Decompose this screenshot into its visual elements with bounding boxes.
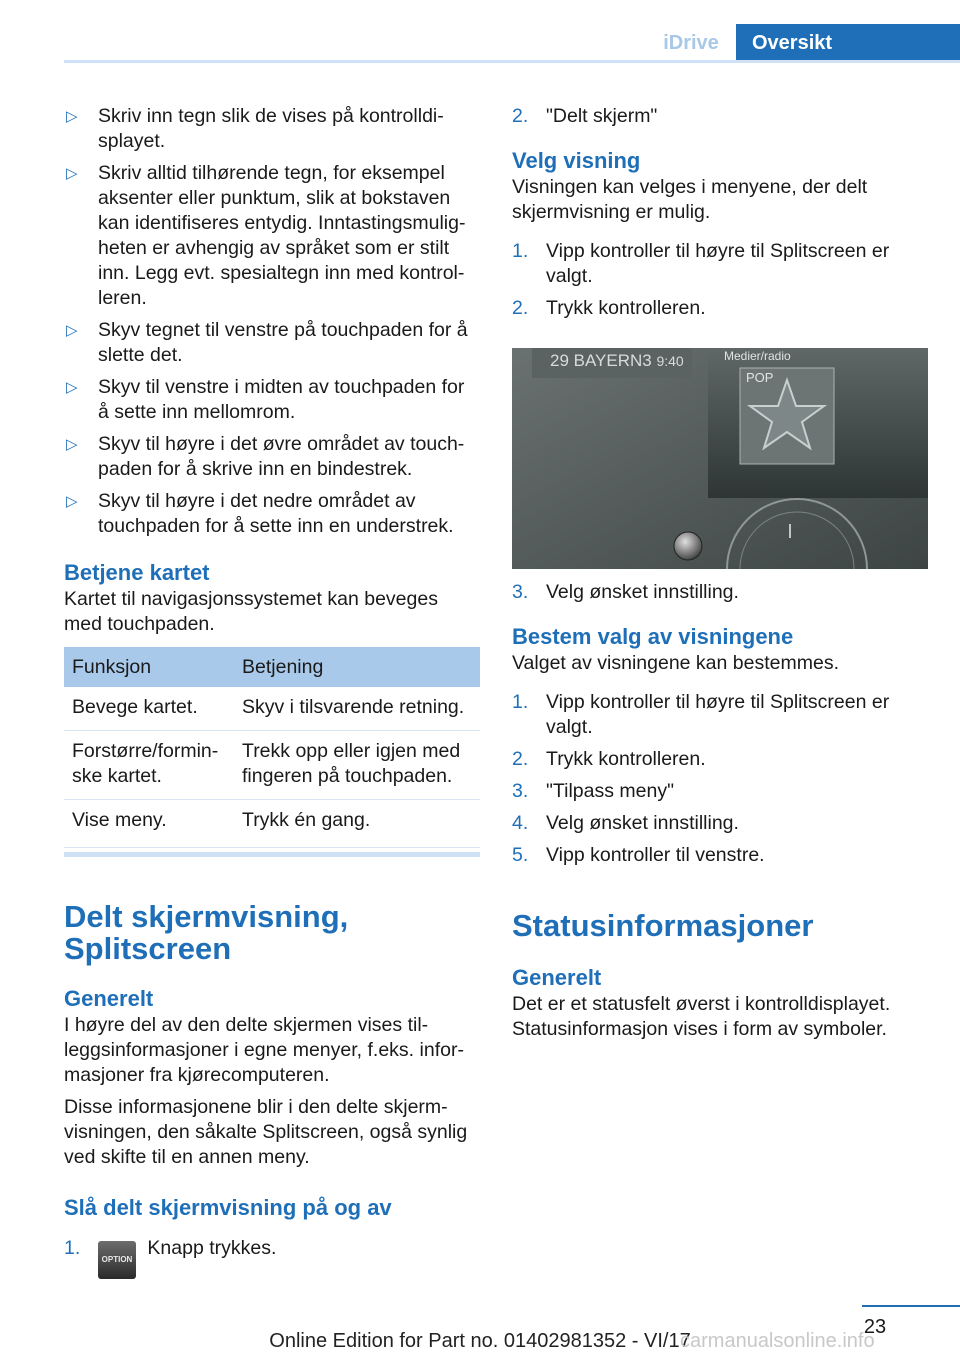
table-cell: Forstørre/formin‐ske kartet. [64, 731, 234, 800]
table-row [64, 687, 480, 731]
paragraph: Valget av visningene kan bestemmes. [512, 652, 839, 674]
list-item: 2. "Delt skjerm" [512, 105, 658, 127]
table-row [64, 731, 480, 800]
table-cell: Bevege kartet. [64, 687, 234, 731]
splitscreen-graphic [512, 348, 928, 569]
paragraph: Det er et statusfelt øverst i kontrolldisplayet. Statusinformasjon vises i form av symboler. [512, 993, 891, 1040]
list-item: ▷ Skyv til høyre i det øvre området av touch‐paden for å skrive inn en bindestrek. [66, 433, 465, 480]
list-item: ▷ Skyv til høyre i det nedre området av touchpaden for å sette inn en understrek. [66, 490, 454, 537]
table-cell: Skyv i tilsvarende retning. [234, 687, 480, 731]
watermark: carmanualsonline.info [680, 1330, 875, 1352]
paragraph: I høyre del av den delte skjermen vises til‐leggsinformasjoner i egne menyer, f.eks. infor‐masjoner fra kjørecomputeren. [64, 1014, 464, 1086]
list-item: 1. Vipp kontroller til høyre til Splitscreen er valgt. [512, 691, 890, 738]
map-controls-table [64, 647, 480, 848]
list-item: 4. Velg ønsket innstilling. [512, 812, 739, 834]
table-cell: Vise meny. [64, 800, 234, 848]
list-item: 3. "Tilpass meny" [512, 780, 674, 802]
table-header: Betjening [234, 647, 480, 687]
list-item: 5. Vipp kontroller til venstre. [512, 844, 765, 866]
option-button-icon: OPTION [98, 1241, 136, 1279]
panel-title: Medier/radio [724, 349, 791, 363]
station-readout: 29 BAYERN3 9:40 [550, 351, 684, 370]
header-rule [64, 60, 960, 63]
header-tab-oversikt[interactable]: Oversikt [736, 24, 960, 62]
table-cell: Trykk én gang. [234, 800, 480, 848]
list-item: ▷ Skyv til venstre i midten av touchpaden for å sette inn mellomrom. [66, 376, 465, 423]
table-cell: Trekk opp eller igjen med fingeren på touchpaden. [234, 731, 480, 800]
paragraph: Disse informasjonene blir i den delte skjerm‐visningen, den såkalte Splitscreen, også synlig ved skifte til en annen meny. [64, 1096, 468, 1168]
footer-rule [862, 1305, 960, 1307]
list-item: 3. Velg ønsket innstilling. [512, 581, 739, 603]
list-item: ▷ Skyv tegnet til venstre på touchpaden for å slette det. [66, 319, 468, 366]
section-heading-status-generelt: Generelt [512, 965, 602, 990]
section-heading-generelt: Generelt [64, 986, 154, 1011]
chapter-heading-delt: Delt skjermvisning, Splitscreen [64, 899, 349, 966]
table-header: Funksjon [64, 647, 234, 687]
section-heading-bestem: Bestem valg av visningene [512, 624, 794, 649]
list-item: ▷ Skriv alltid tilhørende tegn, for eksempel aksenter eller punktum, slik at bokstaven kan identifiseres entydig. Inntastingsmulig‐heten er avhengig av språket som er stilt inn. Legg evt. spesialtegn inn med kontrol‐leren. [66, 162, 466, 309]
list-item: 1. OPTION Knapp trykkes. [64, 1236, 480, 1279]
section-heading-sla: Slå delt skjermvisning på og av [64, 1195, 392, 1220]
page-number: 23 [863, 1316, 887, 1338]
list-item: 1. Vipp kontroller til høyre til Splitscreen er valgt. [512, 240, 890, 287]
table-row [64, 800, 480, 848]
genre-label: POP [746, 370, 774, 385]
header-tab-idrive[interactable]: iDrive [663, 32, 719, 54]
right-column [512, 104, 928, 328]
right-column-lower [512, 580, 928, 1042]
left-column [64, 104, 480, 1286]
paragraph: Kartet til navigasjonssystemet kan beveges med touchpaden. [64, 588, 438, 635]
chapter-heading-status: Statusinformasjoner [512, 908, 814, 943]
list-item: 2. Trykk kontrolleren. [512, 748, 706, 770]
paragraph: Visningen kan velges i menyene, der delt skjermvisning er mulig. [512, 176, 868, 223]
list-item: 2. Trykk kontrolleren. [512, 297, 706, 319]
section-heading-velg: Velg visning [512, 148, 641, 173]
section-heading-betjene: Betjene kartet [64, 560, 210, 585]
table-bottom-rule [64, 852, 480, 857]
list-item: ▷ Skriv inn tegn slik de vises på kontrolldi‐splayet. [66, 105, 444, 152]
splitscreen-illustration [512, 348, 928, 569]
edition-footer: Online Edition for Part no. 01402981352 - VI/17 [269, 1330, 691, 1352]
